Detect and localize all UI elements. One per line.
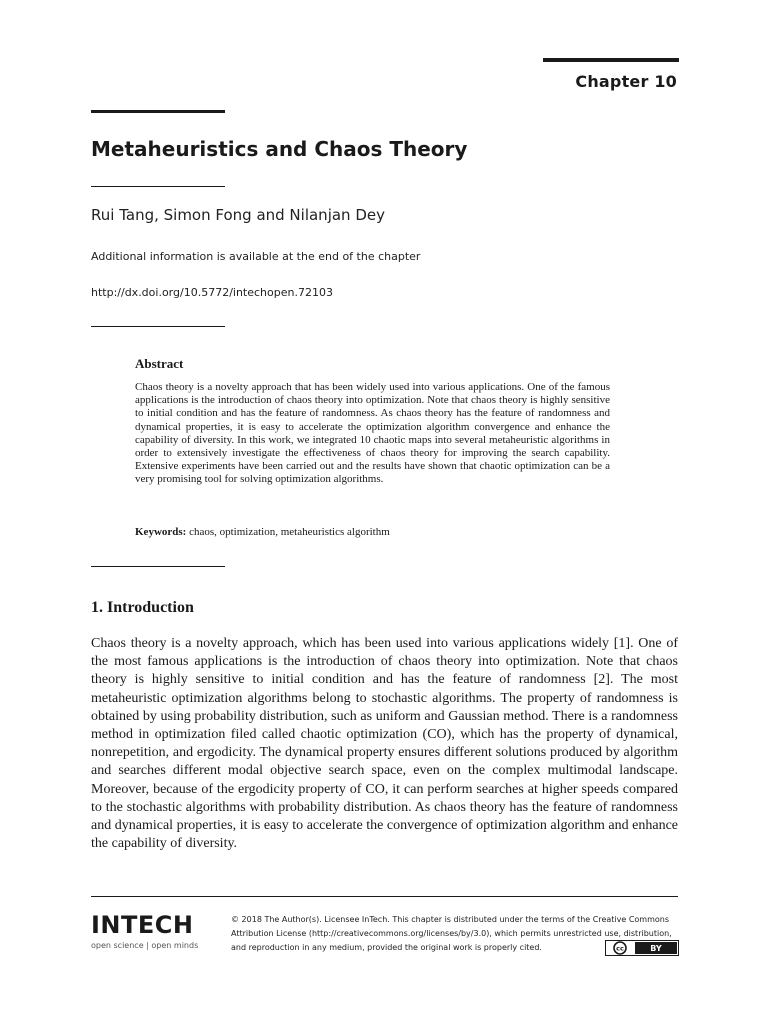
- abstract-text: Chaos theory is a novelty approach that has been widely used into various applications. One of the famous applications is the introduction of chaos theory into optimization. Note that chaos theory is highly sensitive to initial condition and has the feature of randomness. As chaos theory has the feature of randomness and dynamical properties, it is easy to accelerate the optimization algorithm convergence and enhance the capability of diversity. In this work, we integrated 10 chaotic maps into several metaheuristic algorithms in order to extensively investigate the effectiveness of chaos theory for improving the search capability. Extensive experiments have been carried out and the results have shown that chaotic optimization can be a very promising tool for solving optimization algorithms.: [135, 381, 610, 486]
- cc-by-badge-icon[interactable]: [605, 940, 679, 956]
- intech-logo: INTECH: [91, 911, 194, 939]
- section-heading-introduction: 1. Introduction: [91, 599, 194, 616]
- page-title: Metaheuristics and Chaos Theory: [91, 137, 468, 161]
- title-divider: [91, 186, 225, 187]
- abstract-heading: Abstract: [135, 356, 184, 371]
- abstract-divider: [91, 566, 225, 567]
- svg-text:cc: cc: [616, 944, 624, 953]
- footer-rule: [91, 896, 678, 897]
- additional-info: Additional information is available at the end of the chapter: [91, 250, 421, 263]
- chapter-rule: [543, 58, 679, 62]
- title-rule: [91, 110, 225, 113]
- logo-tagline: open science | open minds: [91, 941, 199, 950]
- introduction-text: Chaos theory is a novelty approach, which has been used into various applications widely [1]. One of the most famous applications is the introduction of chaos theory into optimization. Note that chaos theory is highly sensitive to initial condition and has the feature of randomness [2]. The most metaheuristic optimization algorithms belong to stochastic algorithms. The property of randomness is obtained by using probability distribution, such as uniform and Gaussian method. There is a randomness method in optimization filed called chaotic optimization (CO), which has the property of dynamical, nonrepetition, and ergodicity. The dynamical property ensures different solutions produced by algorithm and searches different modal objective search space, even on the complex multimodal landscape. Moreover, because of the ergodicity property of CO, it can perform searches at higher speeds compared to the stochastic algorithms with probability distribution. As chaos theory has the feature of randomness and dynamical properties, it is easy to accelerate the convergence of optimization algorithm and enhance the capability of diversity.: [91, 636, 678, 852]
- keywords-list: chaos, optimization, metaheuristics algorithm: [189, 526, 390, 538]
- license-text: © 2018 The Author(s). Licensee InTech. This chapter is distributed under the terms of the Creative Commons Attribution License (http://creativecommons.org/licenses/by/3.0), which permits unrestricted use, distribution, and reproduction in any medium, provided the original work is properly cited.: [231, 915, 672, 952]
- keywords-label: Keywords:: [135, 526, 187, 538]
- authors: Rui Tang, Simon Fong and Nilanjan Dey: [91, 206, 385, 224]
- chapter-label: Chapter 10: [575, 72, 677, 91]
- doi-link[interactable]: http://dx.doi.org/10.5772/intechopen.72103: [91, 286, 333, 299]
- cc-badge-label: BY: [650, 944, 662, 953]
- keywords: [135, 526, 390, 538]
- meta-divider: [91, 326, 225, 327]
